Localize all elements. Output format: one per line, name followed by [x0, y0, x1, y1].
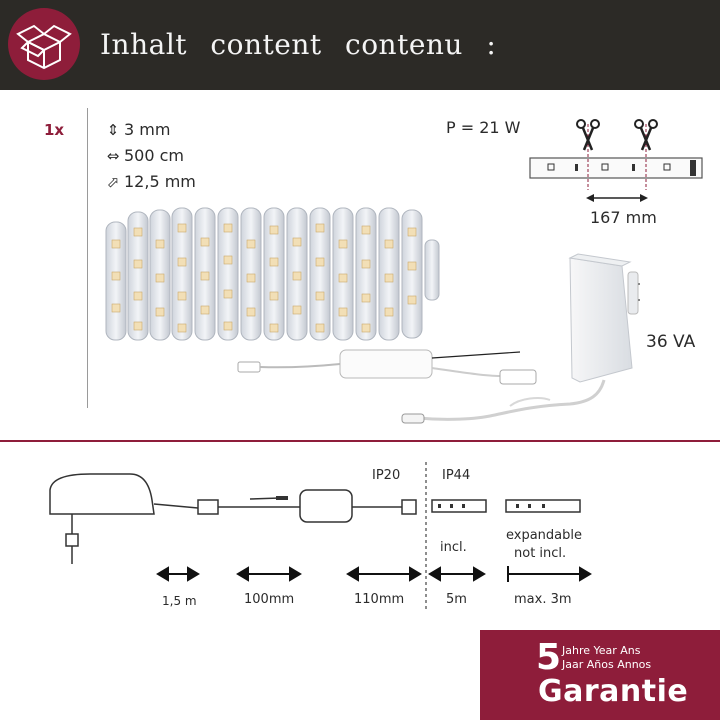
open-box-icon	[8, 8, 80, 80]
measure-strip-included: 5m	[446, 592, 467, 607]
vertical-divider	[87, 108, 88, 408]
scissors-icon	[577, 120, 599, 190]
guarantee-badge	[480, 630, 720, 720]
guarantee-years: 5	[536, 637, 562, 678]
not-included-label: not incl.	[514, 546, 567, 561]
measure-lead-100: 100mm	[244, 592, 295, 607]
measure-lead-110: 110mm	[354, 592, 405, 607]
guarantee-line-2: Jaar Años Annos	[562, 658, 652, 671]
ip44-label: IP44	[442, 468, 471, 483]
power-rating: P = 21 W	[446, 118, 521, 137]
spec-length	[104, 146, 184, 165]
cut-interval: 167 mm	[590, 208, 657, 227]
spec-width	[104, 172, 196, 191]
scissors-icon	[635, 120, 657, 190]
expandable-label: expandable	[506, 528, 583, 543]
guarantee-line-1: Jahre Year Ans	[562, 644, 641, 657]
included-label: incl.	[440, 540, 467, 555]
cut-strip-illustration	[520, 110, 710, 210]
height-arrow-icon: ⇕	[106, 121, 120, 139]
adapter-rating: 36 VA	[646, 332, 696, 352]
spec-width-value: 12,5 mm	[124, 172, 196, 191]
header-bar	[0, 0, 720, 90]
guarantee-word: Garantie	[538, 674, 689, 709]
power-adapter-illustration	[400, 250, 640, 430]
section-divider	[0, 440, 720, 442]
spec-height-value: 3 mm	[124, 120, 171, 139]
quantity-label: 1x	[44, 121, 65, 139]
measure-strip-max: max. 3m	[514, 592, 572, 607]
length-arrow-icon: ⇔	[106, 147, 120, 165]
width-arrow-icon: ⬀	[106, 173, 120, 191]
page-title: Inhalt content contenu :	[100, 28, 497, 61]
spec-height	[104, 120, 170, 139]
ip20-label: IP20	[372, 468, 401, 483]
spec-length-value: 500 cm	[124, 146, 185, 165]
measure-cable-adapter: 1,5 m	[162, 594, 197, 608]
